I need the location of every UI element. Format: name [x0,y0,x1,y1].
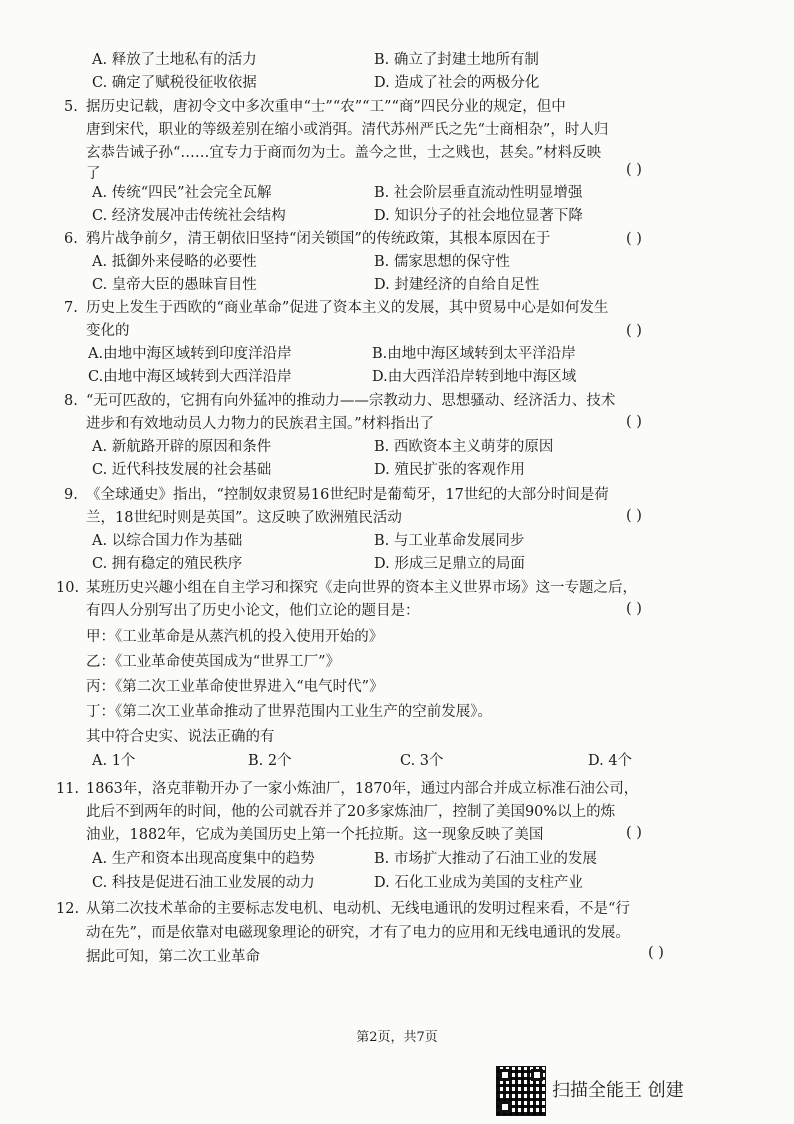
q12-number: 12. [56,901,80,917]
q11-option-d: D. 石化工业成为美国的支柱产业 [374,875,583,891]
q9-number: 9. [64,487,78,503]
q5-answer-paren: ( ) [626,162,642,178]
q5-option-a: A. 传统“四民”社会完全瓦解 [92,185,272,201]
q8-option-c: C. 近代科技发展的社会基础 [92,462,272,478]
q6-answer-paren: ( ) [626,231,642,247]
q6-line-1: 鸦片战争前夕，清王朝依旧坚持“闭关锁国”的传统政策，其根本原因在于 [86,231,551,247]
q5-line-3: 玄恭告诫子孙“……宜专力于商而勿为士。盖今之世，士之贱也，甚矣。”材料反映 [86,145,602,161]
q7-option-d: D.由大西洋沿岸转到地中海区域 [372,369,577,385]
q5-option-d: D. 知识分子的社会地位显著下降 [374,208,583,224]
q10-option-d: D. 4个 [588,753,633,769]
q10-item-jia: 甲：《工业革命是从蒸汽机的投入使用开始的》 [86,629,384,645]
q10-line-2: 有四人分别写出了历史小论文，他们立论的题目是： [86,603,420,619]
q10-option-c: C. 3个 [400,753,444,769]
q11-line-1: 1863年，洛克菲勒开办了一家小炼油厂，1870年，通过内部合并成立标准石油公司， [86,781,639,797]
q4-option-c: C. 确定了赋税役征收依据 [92,75,257,91]
page-number: 第2页，共7页 [356,1030,438,1045]
q9-option-d: D. 形成三足鼎立的局面 [374,556,525,572]
q7-number: 7. [64,300,78,316]
q5-line-1: 据历史记载，唐初令文中多次重申“士”“农”“工”“商”四民分业的规定，但中 [86,99,566,115]
q5-option-b: B. 社会阶层垂直流动性明显增强 [374,185,583,201]
q7-answer-paren: ( ) [626,323,642,339]
q10-item-yi: 乙：《工业革命使英国成为“世界工厂”》 [86,654,341,670]
q10-question: 其中符合史实、说法正确的有 [86,729,275,745]
q6-number: 6. [64,231,78,247]
q11-option-c: C. 科技是促进石油工业发展的动力 [92,875,315,891]
q8-answer-paren: ( ) [626,414,642,430]
q12-line-1: 从第二次技术革命的主要标志发电机、电动机、无线电通讯的发明过程来看，不是“行 [86,901,630,917]
q11-option-a: A. 生产和资本出现高度集中的趋势 [92,851,315,867]
q12-answer-paren: ( ) [648,945,664,961]
q11-option-b: B. 市场扩大推动了石油工业的发展 [374,851,597,867]
q10-line-1: 某班历史兴趣小组在自主学习和探究《走向世界的资本主义世界市场》这一专题之后， [86,580,637,596]
q7-line-1: 历史上发生于西欧的“商业革命”促进了资本主义的发展，其中贸易中心是如何发生 [86,300,609,316]
q11-line-3: 油业，1882年，它成为美国历史上第一个托拉斯。这一现象反映了美国 [86,827,544,843]
q10-number: 10. [56,580,80,596]
q5-line-2: 唐到宋代，职业的等级差别在缩小或消弭。清代苏州严氏之先“士商相杂”，时人归 [86,122,609,138]
scanner-watermark: 扫描全能王 创建 [552,1080,684,1101]
q9-answer-paren: ( ) [626,508,642,524]
q4-option-d: D. 造成了社会的两极分化 [374,75,540,91]
q9-option-c: C. 拥有稳定的殖民秩序 [92,556,243,572]
q8-option-b: B. 西欧资本主义萌芽的原因 [374,439,554,455]
q10-item-ding: 丁：《第二次工业革命推动了世界范围内工业生产的空前发展》。 [86,704,492,720]
q11-line-2: 此后不到两年的时间，他的公司就吞并了20多家炼油厂，控制了美国90%以上的炼 [86,804,616,820]
q8-line-1: “无可匹敌的，它拥有向外猛冲的推动力——宗教动力、思想骚动、经济活力、技术 [86,393,616,409]
q9-option-a: A. 以综合国力作为基础 [92,533,243,549]
qr-code-icon [496,1066,546,1116]
q4-option-a: A. 释放了土地私有的活力 [92,52,257,68]
q8-number: 8. [64,393,78,409]
q9-line-1: 《全球通史》指出，“控制奴隶贸易16世纪时是葡萄牙，17世纪的大部分时间是荷 [86,487,609,503]
q7-line-2: 变化的 [86,323,130,339]
q9-option-b: B. 与工业革命发展同步 [374,533,525,549]
q7-option-b: B.由地中海区域转到太平洋沿岸 [372,346,576,362]
q12-line-3: 据此可知，第二次工业革命 [86,949,260,965]
q5-number: 5. [64,99,78,115]
q12-line-2: 动在先”，而是依靠对电磁现象理论的研究，才有了电力的应用和无线电通讯的发展。 [86,925,630,941]
q10-option-a: A. 1个 [92,753,136,769]
q7-option-a: A.由地中海区域转到印度洋沿岸 [88,346,292,362]
q9-line-2: 兰，18世纪时则是英国”。这反映了欧洲殖民活动 [86,510,402,526]
q10-option-b: B. 2个 [248,753,292,769]
q11-answer-paren: ( ) [626,825,642,841]
q6-option-a: A. 抵御外来侵略的必要性 [92,254,257,270]
q10-item-bing: 丙：《第二次工业革命使世界进入“电气时代”》 [86,679,384,695]
q11-number: 11. [56,781,80,797]
q8-line-2: 进步和有效地动员人力物力的民族君主国。”材料指出了 [86,416,435,432]
q8-option-d: D. 殖民扩张的客观作用 [374,462,525,478]
q10-answer-paren: ( ) [626,601,642,617]
q5-option-c: C. 经济发展冲击传统社会结构 [92,208,286,224]
q6-option-c: C. 皇帝大臣的愚昧盲目性 [92,277,257,293]
q4-option-b: B. 确立了封建土地所有制 [374,52,539,68]
q8-option-a: A. 新航路开辟的原因和条件 [92,439,272,455]
q7-option-c: C.由地中海区域转到大西洋沿岸 [88,369,292,385]
q6-option-b: B. 儒家思想的保守性 [374,254,510,270]
q5-line-4: 了 [86,166,101,182]
q6-option-d: D. 封建经济的自给自足性 [374,277,540,293]
